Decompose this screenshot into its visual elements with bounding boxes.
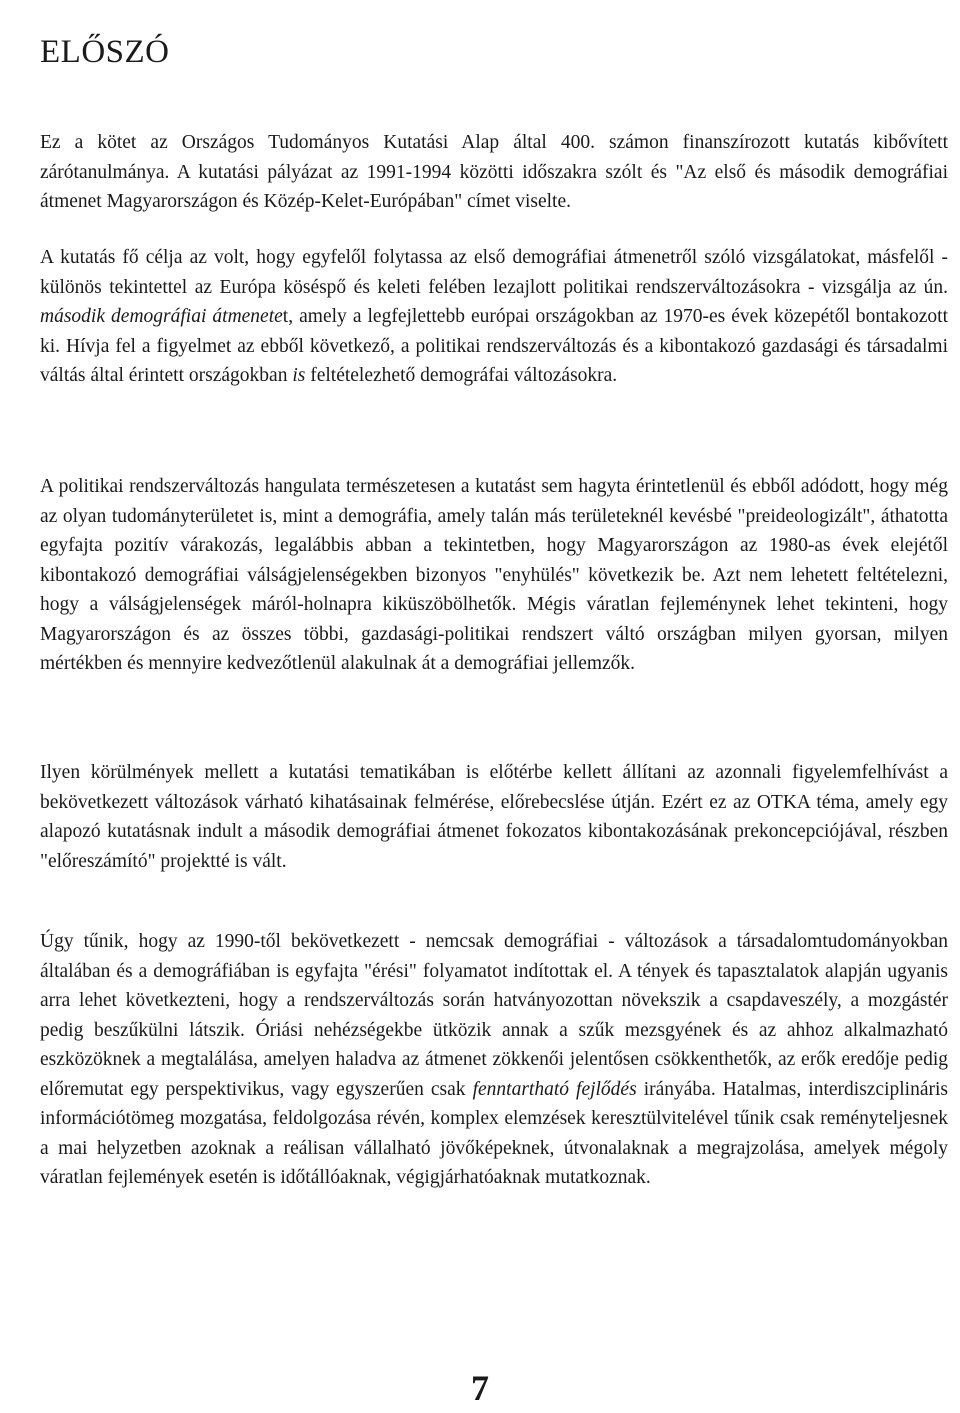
paragraph-5: [40, 927, 948, 1193]
page-number: 7: [471, 1368, 489, 1408]
paragraph-5-text-c: irányába. Hatalmas, interdiszciplináris információtömeg mozgatása, feldolgozása révén, komplex elemzések keresztülvitelével tűnik csak reményteljesnek a mai helyzetben azoknak a reálisan vállalható jövőképeknek, útvonalaknak a megrajzolása, amelyek mégoly váratlan fejlemények esetén is időtállóaknak, végigjárhatóaknak mutatkoznak.: [40, 1078, 948, 1188]
paragraph-2-italic-is: is: [292, 365, 306, 386]
paragraph-4: Ilyen körülmények mellett a kutatási tematikában is előtérbe kellett állítani az azonnali figyelemfelhívást a bekövetkezett változások várható kihatásainak felmérése, előrebecslése útján. Ezért ez az OTKA téma, amely egy alapozó kutatásnak indult a második demográfiai átmenet fokozatos kibontakozásának prekoncepciójával, részben "előreszámító" projektté is vált.: [40, 762, 948, 872]
paragraph-3: A politikai rendszerváltozás hangulata természetesen a kutatást sem hagyta érintetlenül és ebből adódott, hogy még az olyan tudományterületet is, mint a demográfia, amely talán más területeknél kevésbé "preideologizált", áthatotta egyfajta pozitív várakozás, legalábbis abban a tekintetben, hogy Magyarországon az 1980-as évek elejétől kibontakozó demográfiai válságjelenségekben bizonyos "enyhülés" következik be. Azt nem lehetett feltételezni, hogy a válságjelenségek máról-holnapra kiküszöbölhetők. Mégis váratlan fejleménynek lehet tekinteni, hogy Magyarországon és az összes többi, gazdasági-politikai rendszert váltó országban milyen gyorsan, milyen mértékben és mennyire kedvezőtlenül alakulnak át a demográfiai jellemzők.: [40, 476, 948, 674]
paragraph-2-italic-term: második demográfiai átmenete: [40, 306, 283, 327]
paragraph-2-text-e: feltételezhető demográfai változásokra.: [305, 365, 618, 386]
page-title: ELŐSZÓ: [40, 34, 170, 70]
paragraph-2: [40, 243, 948, 391]
paragraph-2-text-c: t, amely a legfejlettebb európai országokban az 1970-es évek közepétől bontakozott ki. Hívja fel a figyelmet az ebből következő, a politikai rendszerváltozás és a kibontakozó gazdasági és társadalmi váltás által érintett országokban: [40, 306, 948, 386]
paragraph-2-text-a: A kutatás fő célja az volt, hogy egyfelől folytassa az első demográfiai átmenetről szóló vizsgálatokat, másfelől - különös tekintettel az Európa köséspő és keleti felében lezajlott politikai rendszerváltozásokra - vizsgálja az ún.: [40, 247, 948, 298]
paragraph-5-italic-term: fenntartható fejlődés: [472, 1078, 637, 1100]
paragraph-5-text-a: Úgy tűnik, hogy az 1990-től bekövetkezett - nemcsak demográfiai - változások a társadalomtudományokban általában és a demográfiában is egyfajta "érési" folyamatot indítottak el. A tények és tapasztalatok alapján ugyanis arra lehet következteni, hogy a rendszerváltozás során hatványozottan növekszik a csapdaveszély, a mozgástér pedig beszűkülni látszik. Óriási nehézségekbe ütközik annak a szűk mezsgyének és az ahhoz alkalmazható eszközöknek a megtalálása, amelyen haladva az átmenet zökkenői jelentősen csökkenthetők, az erők eredője pedig előremutat egy perspektivikus, vagy egyszerűen csak: [40, 931, 948, 1100]
paragraph-1: Ez a kötet az Országos Tudományos Kutatási Alap által 400. számon finanszírozott kutatás kibővített zárótanulmánya. A kutatási pályázat az 1991-1994 közötti időszakra szólt és "Az első és második demográfiai átmenet Magyarországon és Közép-Kelet-Európában" címet viselte.: [40, 132, 948, 212]
